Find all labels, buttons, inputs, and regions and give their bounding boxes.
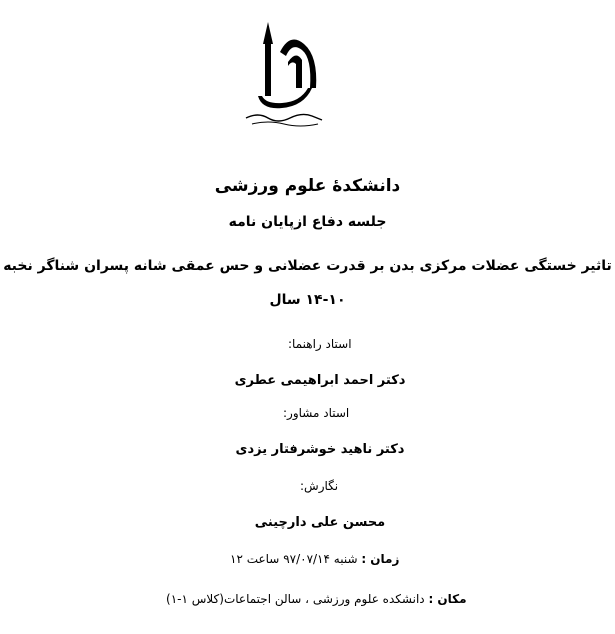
defense-time xyxy=(230,552,399,566)
place-value: دانشکده علوم ورزشی ، سالن اجتماعات(کلاس ۱-۱) xyxy=(166,592,425,606)
time-value: شنبه ۹۷/۰۷/۱۴ ساعت ۱۲ xyxy=(230,552,358,566)
advisor-label: استاد مشاور: xyxy=(283,406,350,420)
supervisor-name: دکتر احمد ابراهیمی عطری xyxy=(234,373,406,388)
session-title: جلسه دفاع ازپایان نامه xyxy=(228,214,387,230)
thesis-title-line1: تاثیر خستگی عضلات مرکزی بدن بر قدرت عضلانی و حس عمقی شانه پسران شناگر نخبه xyxy=(3,258,612,274)
thesis-title-line2: ۱۴-۱۰ سال xyxy=(269,292,346,308)
advisor-name: دکتر ناهید خوشرفتار یزدی xyxy=(235,442,405,457)
place-label: مکان : xyxy=(428,592,467,606)
author-label: نگارش: xyxy=(300,479,339,493)
time-label: زمان : xyxy=(361,552,400,566)
author-name: محسن علی دارچینی xyxy=(254,515,386,530)
faculty-title: دانشکدهٔ علوم ورزشی xyxy=(214,176,401,196)
defense-place xyxy=(166,592,467,606)
supervisor-label: استاد راهنما: xyxy=(288,337,352,351)
university-logo xyxy=(238,18,328,130)
